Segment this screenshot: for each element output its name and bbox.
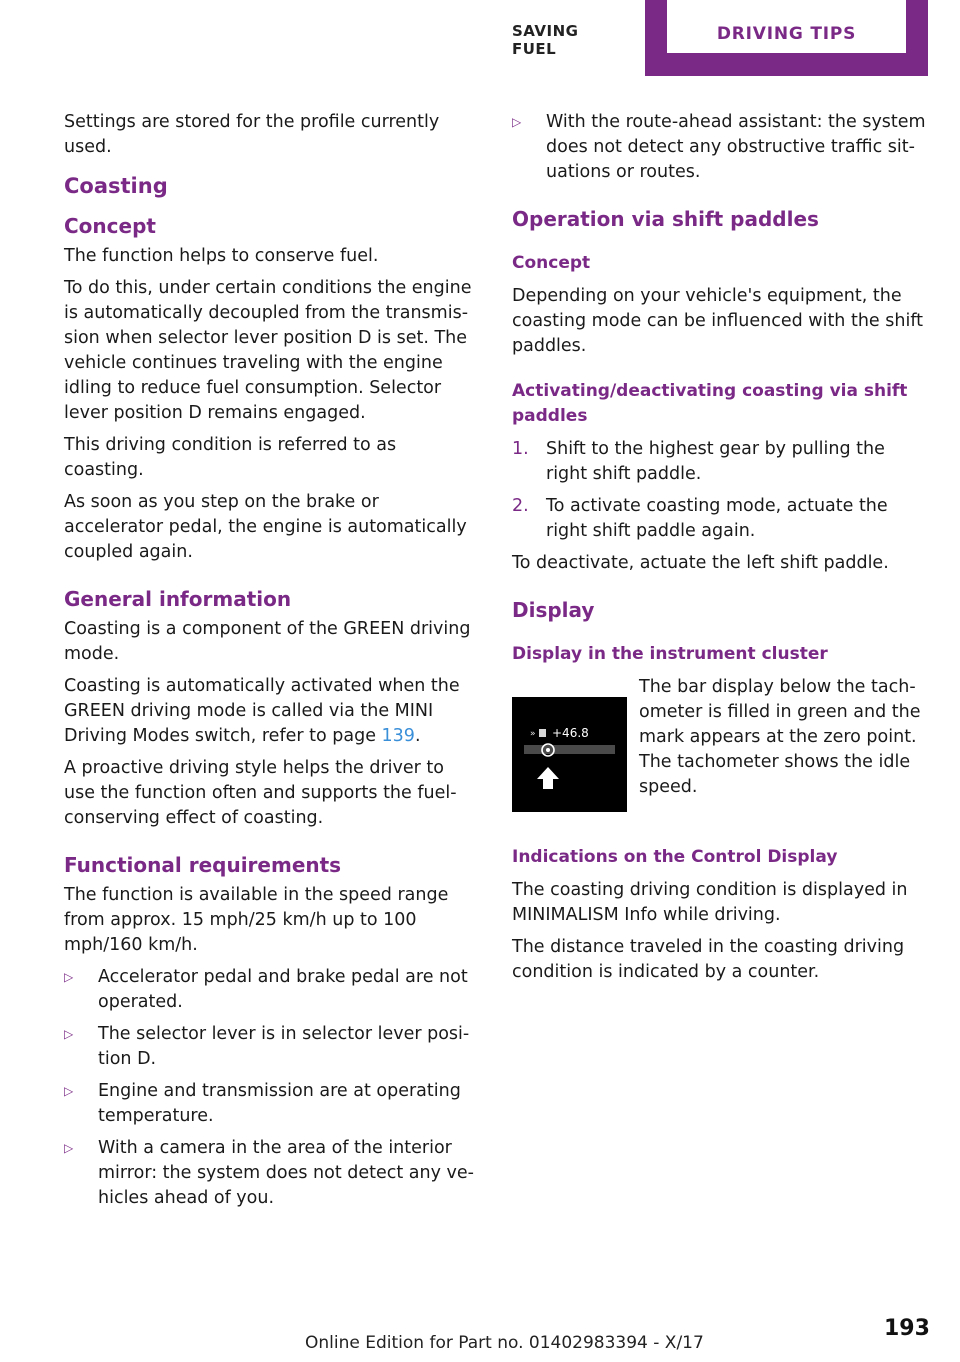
- header-chapter-label: DRIVING TIPS: [667, 0, 906, 53]
- control-paragraph-1: The coasting driving condition is displayed in MINIMALISM Info while driving.: [512, 880, 908, 925]
- list-item: [64, 1079, 480, 1129]
- page-number: 193: [884, 1316, 930, 1341]
- shift-paddles-heading: Operation via shift paddles: [512, 207, 819, 231]
- general-paragraph-1: Coasting is a component of the GREEN driving mode.: [64, 619, 471, 664]
- list-item-text: With a camera in the area of the interior mirror: the system does not detect any vehicles ahead of you.: [98, 1138, 474, 1208]
- paddles-concept-heading: Concept: [512, 253, 591, 273]
- list-item-text: Accelerator pedal and brake pedal are not operated.: [98, 967, 468, 1012]
- display-heading: Display: [512, 598, 595, 622]
- cluster-paragraph: The bar display below the tachometer is filled in green and the mark appears at the zero point. The tachometer shows the idle speed.: [639, 677, 921, 797]
- list-item-text: Engine and transmission are at operating temperature.: [98, 1081, 461, 1126]
- deactivate-paragraph: To deactivate, actuate the left shift paddle.: [512, 553, 889, 573]
- coasting-chevrons-icon: »: [530, 729, 536, 739]
- list-item: [64, 1022, 480, 1072]
- concept-paragraph-4: As soon as you step on the brake or accelerator pedal, the engine is automatically coupled again.: [64, 492, 467, 562]
- activating-heading: Activating/deactivating coasting via shift paddles: [512, 381, 908, 426]
- upshift-arrow-icon: [537, 767, 559, 789]
- triangle-bullet-icon: ▷: [64, 970, 74, 984]
- functional-requirements-heading: Functional requirements: [64, 853, 342, 877]
- general-info-heading: General information: [64, 587, 292, 611]
- general-paragraph-2-end: .: [414, 726, 421, 746]
- general-paragraph-2: [64, 674, 480, 749]
- left-column: [64, 110, 480, 1218]
- paddles-concept-paragraph: Depending on your vehicle's equipment, the coasting mode can be influenced with the shift paddles.: [512, 286, 924, 356]
- footer-edition: Online Edition for Part no. 01402983394 - X/17: [305, 1333, 704, 1353]
- functional-paragraph: The function is available in the speed range from approx. 15 mph/25 km/h up to 100 mph/160 km/h.: [64, 885, 449, 955]
- requirements-list: [64, 965, 480, 1211]
- list-item: [512, 110, 928, 185]
- concept-paragraph-2: To do this, under certain conditions the engine is automatically decoupled from the transmission when selector lever position D is set. The vehicle continues traveling with the engine idling to reduce fuel consumption. Selector lever position D remains engaged.: [64, 278, 472, 423]
- instrument-cluster-heading: Display in the instrument cluster: [512, 644, 828, 664]
- requirements-list-continued: [512, 110, 928, 185]
- list-item: [512, 437, 928, 487]
- intro-paragraph: Settings are stored for the profile currently used.: [64, 112, 440, 157]
- concept-heading: Concept: [64, 214, 156, 238]
- concept-paragraph-1: The function helps to conserve fuel.: [64, 246, 379, 266]
- triangle-bullet-icon: ▷: [64, 1141, 74, 1155]
- instrument-cluster-image: [512, 697, 627, 812]
- triangle-bullet-icon: ▷: [512, 115, 522, 129]
- right-column: [512, 110, 928, 992]
- page-reference-link[interactable]: 139: [381, 726, 415, 746]
- control-paragraph-2: The distance traveled in the coasting driving condition is indicated by a counter.: [512, 937, 905, 982]
- triangle-bullet-icon: ▷: [64, 1027, 74, 1041]
- header-chapter-tab: [645, 0, 928, 76]
- list-item-text: With the route-ahead assistant: the system does not detect any obstructive traffic situations or routes.: [546, 112, 926, 182]
- step-number: 2.: [512, 496, 529, 516]
- triangle-bullet-icon: ▷: [64, 1084, 74, 1098]
- step-number: 1.: [512, 439, 529, 459]
- fuel-pump-icon: [539, 729, 546, 737]
- list-item: [64, 965, 480, 1015]
- list-item-text: The selector lever is in selector lever position D.: [98, 1024, 470, 1069]
- cluster-figure: [512, 675, 928, 815]
- step-text: To activate coasting mode, actuate the right shift paddle again.: [546, 496, 888, 541]
- control-display-heading: Indications on the Control Display: [512, 847, 838, 867]
- cluster-description: [639, 675, 929, 807]
- step-text: Shift to the highest gear by pulling the right shift paddle.: [546, 439, 885, 484]
- cluster-readout: +46.8: [552, 726, 589, 740]
- header-section-label: SAVING FUEL: [512, 22, 579, 58]
- general-paragraph-3: A proactive driving style helps the driver to use the function often and supports the fuel-conserving effect of coasting.: [64, 758, 457, 828]
- concept-paragraph-3: This driving condition is referred to as coasting.: [64, 435, 397, 480]
- general-paragraph-2-text: Coasting is automatically activated when the GREEN driving mode is called via the MINI Driving Modes switch, refer to page: [64, 676, 460, 746]
- list-item: [64, 1136, 480, 1211]
- list-item: [512, 494, 928, 544]
- coasting-heading: Coasting: [64, 174, 168, 198]
- steps-list: [512, 437, 928, 544]
